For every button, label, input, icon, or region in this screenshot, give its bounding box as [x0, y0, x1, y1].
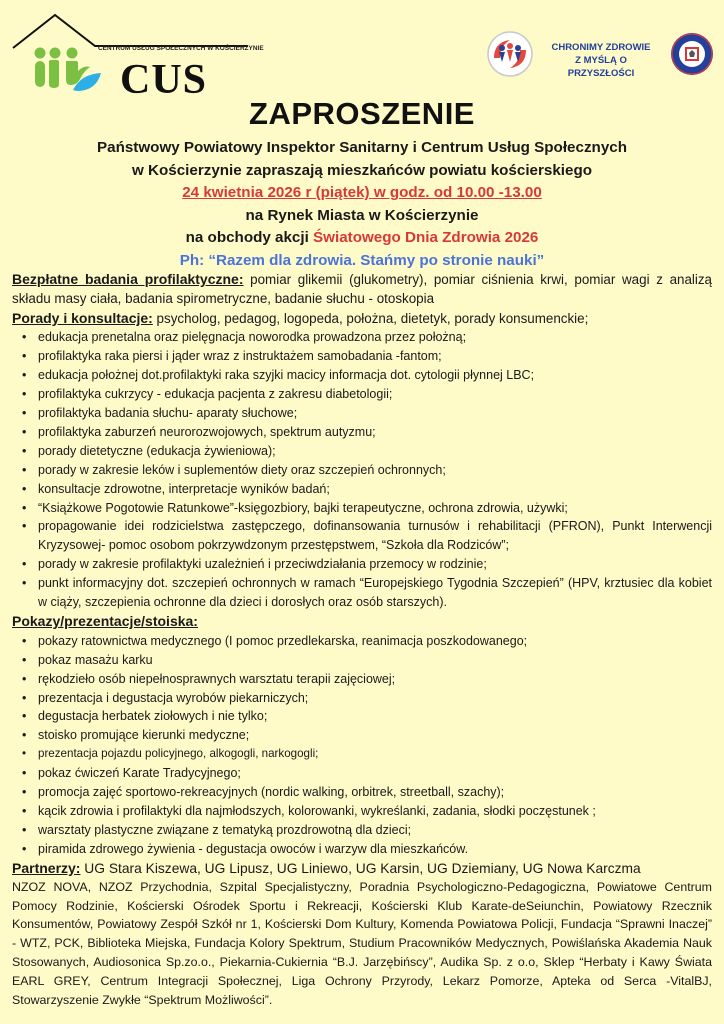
list-item: • degustacja herbatek ziołowych i nie tylko; — [38, 707, 712, 726]
list-item: • porady w zakresie leków i suplementów diety oraz szczepień ochronnych; — [38, 461, 712, 480]
list-item: • edukacja prenetalna oraz pielęgnacja noworodka prowadzona przez położną; — [38, 328, 712, 347]
section-text: psycholog, pedagog, logopeda, położna, dietetyk, porady konsumenckie; — [152, 310, 589, 326]
section-pokazy — [12, 612, 712, 632]
slogan — [546, 41, 656, 80]
intro-line-2: w Kościerzynie zapraszają mieszkańców powiatu kościerskiego — [131, 161, 593, 179]
section-partnerzy — [12, 859, 712, 878]
hands-people-logo-icon — [486, 30, 534, 78]
section-heading: Bezpłatne badania profilaktyczne: — [12, 271, 244, 287]
intro — [0, 137, 724, 273]
section-heading: Partnerzy: — [12, 859, 81, 876]
list-item: • “Książkowe Pogotowie Ratunkowe”-księgozbiory, bajki terapeutyczne, ochrona zdrowia, używki; — [38, 499, 712, 518]
list-item: • profilaktyka badania słuchu- aparaty słuchowe; — [38, 404, 712, 423]
list-item: • kącik zdrowia i profilaktyki dla najmłodszych, kolorowanki, wykreślanki, zadania, słodki poczęstunek ; — [38, 802, 712, 821]
partners-first-line: UG Stara Kiszewa, UG Lipusz, UG Liniewo, UG Karsin, UG Dziemiany, UG Nowa Karczma — [80, 860, 641, 876]
porady-list — [12, 328, 712, 612]
list-item: • prezentacja i degustacja wyrobów piekarniczych; — [38, 689, 712, 708]
cus-logo-wordmark: CUS — [120, 57, 208, 103]
list-item: • prezentacja pojazdu policyjnego, alkogogli, narkogogli; — [38, 745, 712, 764]
list-item: • konsultacje zdrowotne, interpretacje wyników badań; — [38, 480, 712, 499]
partner-logos — [486, 28, 716, 82]
event-line — [0, 227, 724, 250]
content — [12, 270, 712, 1010]
cus-logo-subtitle: CENTRUM USŁUG SPOŁECZNYCH W KOŚCIERZYNIE — [98, 45, 264, 52]
section-porady — [12, 309, 712, 329]
list-item: • rękodzieło osób niepełnosprawnych warsztatu terapii zajęciowej; — [38, 670, 712, 689]
list-item: • warsztaty plastyczne związane z tematyką prozdrowotną dla dzieci; — [38, 821, 712, 840]
list-item: • piramida zdrowego żywienia - degustacja owoców i warzyw dla mieszkańców. — [38, 840, 712, 859]
list-item: • pokaz ćwiczeń Karate Tradycyjnego; — [38, 764, 712, 783]
slogan-line-2: Z MYŚLĄ O PRZYSZŁOŚCI — [567, 55, 635, 79]
partners-list: NZOZ NOVA, NZOZ Przychodnia, Szpital Specjalistyczny, Poradnia Psychologiczno-Pedagogiczna, Powiatowe Centrum Pomocy Rodzinie, Kościerski Ośrodek Sportu i Rekreacji, Kościerski Klub Karate-deSeiunchin, Powiatowy Rzecznik Konsumentów, Powiatowy Zespół Szkół nr 1, Kościerski Dom Kultury, Komenda Powiatowa Policji, Fundacja “Sprawni Inaczej” - WTZ, PCK, Biblioteka Miejska, Fundacja Kolory Spektrum, Studium Pracowników Medycznych, Powiślańska Akademia Nauk Stosowanych, Audiosonica Sp.zo.o., Piekarnia-Cukiernia “B.J. Jarzębińscy”, Audika Sp. z o.o, Sklep “Herbaty i Kawy Świata EARL GREY, Centrum Integracji Społecznej, Liga Ochrony Przyrody, Lekarz Pomorze, Apteka od Serca -VitalBJ, Stowarzyszenie Zwykłe “Spektrum Możliwości”. — [12, 879, 712, 1008]
list-item: • profilaktyka raka piersi i jąder wraz z instruktażem samobadania -fantom; — [38, 347, 712, 366]
event-date: 24 kwietnia 2026 r (piątek) w godz. od 10.00 -13.00 — [182, 184, 542, 202]
cus-logo — [10, 12, 264, 103]
list-item: • punkt informacyjny dot. szczepień ochronnych w ramach “Europejskiego Tygodnia Szczepień” (HPV, krztusiec dla kobiet w ciąży, szczepienia ochronne dla dzieci i dorosłych oraz osób starszych). — [38, 574, 712, 612]
list-item: • pokazy ratownictwa medycznego (I pomoc przedlekarska, reanimacja poszkodowanego; — [38, 632, 712, 651]
pokazy-list — [12, 632, 712, 859]
intro-line-1: Państwowy Powiatowy Inspektor Sanitarny i Centrum Usług Społecznych — [97, 139, 627, 156]
list-item: • porady dietetyczne (edukacja żywieniowa); — [38, 442, 712, 461]
section-badania — [12, 270, 712, 309]
list-item: • porady w zakresie profilaktyki uzależnień i przeciwdziałania przemocy w rodzinie; — [38, 555, 712, 574]
section-heading: Porady i konsultacje: — [12, 309, 153, 326]
sanepid-eagle-seal-icon — [670, 32, 714, 76]
event-place: na Rynek Miasta w Kościerzynie — [245, 206, 479, 224]
list-item: • pokaz masażu karku — [38, 651, 712, 670]
slogan-line-1: CHRONIMY ZDROWIE — [551, 42, 651, 53]
list-item: • stoisko promujące kierunki medyczne; — [38, 726, 712, 745]
event-name: Światowego Dnia Zdrowia 2026 — [313, 229, 539, 247]
section-heading: Pokazy/prezentacje/stoiska: — [12, 612, 198, 629]
event-prefix: na obchody akcji — [185, 229, 314, 247]
event-motto: Ph: “Razem dla zdrowia. Stańmy po stronie nauki” — [179, 251, 545, 269]
section-text: pomiar glikemii (glukometry), pomiar ciśnienia krwi, pomiar wagi z analizą składu masy ciała, badania spirometryczne, badanie słuchu - otoskopia — [12, 272, 713, 306]
list-item: • profilaktyka cukrzycy - edukacja pacjenta z zakresu diabetologii; — [38, 385, 712, 404]
list-item: • promocja zajęć sportowo-rekreacyjnych (nordic walking, orbitrek, streetball, szachy); — [38, 783, 712, 802]
list-item: • profilaktyka zaburzeń neurorozwojowych, spektrum autyzmu; — [38, 423, 712, 442]
list-item: • edukacja położnej dot.profilaktyki raka szyjki macicy informacja dot. cytologii płynnej LBC; — [38, 366, 712, 385]
header — [0, 0, 724, 103]
page-title: ZAPROSZENIE — [249, 96, 475, 131]
list-item: • propagowanie idei rodzicielstwa zastępczego, dofinansowania turnusów i rehabilitacji (PFRON), Punkt Interwencji Kryzysowej- pomoc osobom pokrzywdzonym przestępstwem, “Szkoła dla Rodziców”; — [38, 517, 712, 555]
